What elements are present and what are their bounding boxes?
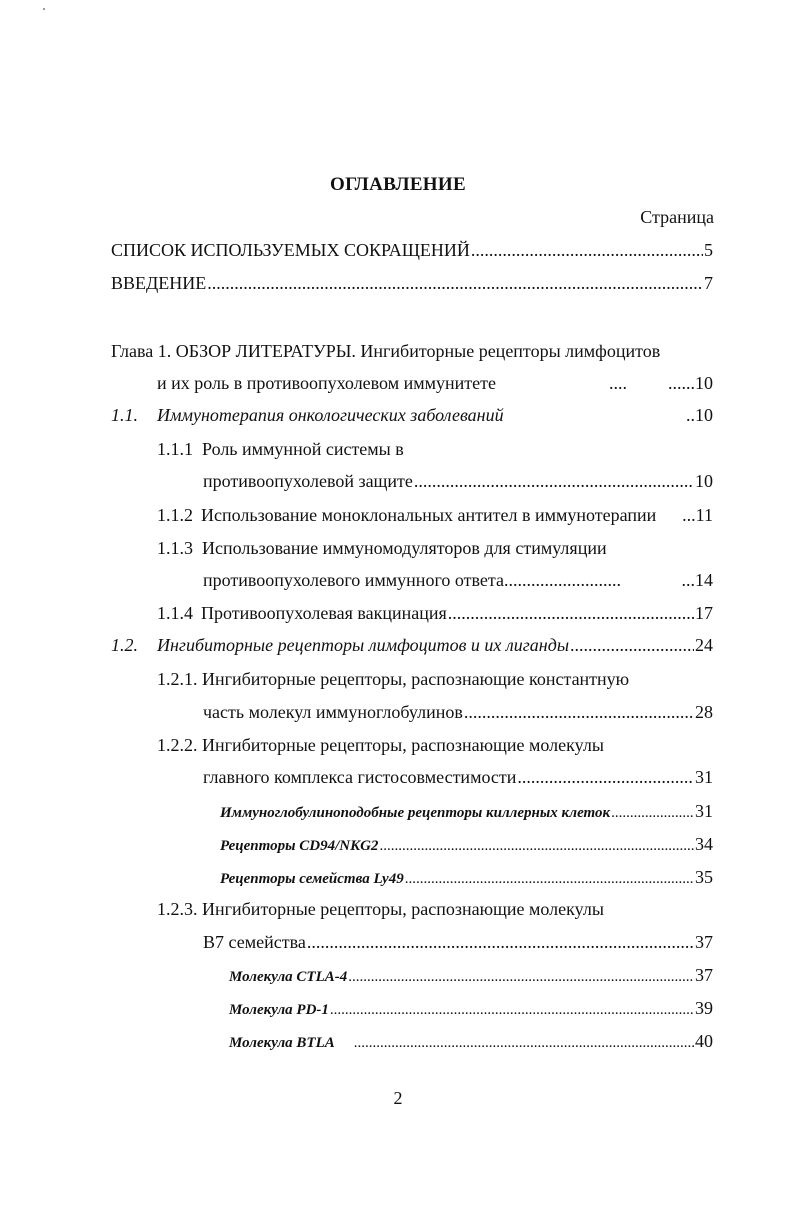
toc-leader-dots <box>570 635 694 656</box>
toc-entry-page: 31 <box>695 767 713 787</box>
toc-entry-page: 35 <box>695 867 713 887</box>
toc-entry-text: ВВЕДЕНИЕ <box>111 273 207 293</box>
toc-entry-page: ...14 <box>681 570 713 590</box>
toc-entry-page: 10 <box>695 471 713 491</box>
toc-entry-introduction <box>111 273 713 294</box>
toc-entry-page: 28 <box>695 702 713 722</box>
toc-section-number: 1.1.4 <box>157 603 193 623</box>
toc-entry-page: ..10 <box>686 405 713 425</box>
toc-item-ly49 <box>220 867 713 888</box>
toc-entry-text: Молекула PD-1 <box>229 1002 329 1018</box>
toc-section-number: 1.2.1. <box>157 669 198 689</box>
toc-entry-page: 37 <box>695 965 713 985</box>
toc-subsection-1-2-1-line2 <box>203 702 713 723</box>
toc-leader-dots <box>611 805 694 822</box>
toc-leader-dots <box>379 838 694 855</box>
toc-entry-text: Ингибиторные рецепторы, распознающие молекулы <box>202 899 604 919</box>
toc-entry-page: ...11 <box>682 505 713 525</box>
toc-entry-page: 37 <box>695 932 713 952</box>
toc-entry-text: Ингибиторные рецепторы, распознающие молекулы <box>202 735 604 755</box>
toc-section-number: 1.2. <box>111 635 138 655</box>
toc-entry-text: Использование моноклональных антител в иммунотерапии <box>201 505 657 525</box>
toc-entry-text: В7 семейства <box>203 932 306 952</box>
toc-entry-text: часть молекул иммуноглобулинов <box>203 702 463 722</box>
toc-short-dots: .......................... <box>503 570 621 590</box>
toc-leader-dots <box>414 471 694 492</box>
toc-entry-text: Иммуноглобулиноподобные рецепторы киллерных клеток <box>220 805 611 821</box>
toc-item-cd94 <box>220 834 713 855</box>
toc-entry-text: Рецепторы семейства Ly49 <box>220 871 404 887</box>
toc-entry-text: Ингибиторные рецепторы лимфоцитов и их лиганды <box>157 635 570 655</box>
toc-entry-text: главного комплекса гистосовместимости <box>203 767 517 787</box>
toc-leader-dots <box>517 767 694 788</box>
toc-subsection-1-1-3-line2 <box>203 570 713 591</box>
toc-entry-text: Использование иммуномодуляторов для стимуляции <box>202 538 607 558</box>
toc-section-1-1 <box>111 405 713 426</box>
toc-leader-dots <box>464 702 694 723</box>
toc-entry-text: Роль иммунной системы в <box>202 439 404 459</box>
toc-section-number: 1.1. <box>111 405 138 425</box>
toc-subsection-1-2-3-line2 <box>203 932 713 953</box>
toc-entry-page: 34 <box>695 834 713 854</box>
toc-leader-dots <box>448 603 694 624</box>
scan-speck <box>43 8 45 10</box>
toc-entry-page: 40 <box>695 1031 713 1051</box>
toc-entry-page: 39 <box>695 998 713 1018</box>
toc-entry-page: 31 <box>695 801 713 821</box>
toc-entry-page: 17 <box>695 603 713 623</box>
toc-section-number: 1.2.2. <box>157 735 198 755</box>
chapter-1-heading-line2 <box>157 373 713 394</box>
toc-subsection-1-2-3 <box>157 899 604 920</box>
toc-entry-text: СПИСОК ИСПОЛЬЗУЕМЫХ СОКРАЩЕНИЙ <box>111 240 470 260</box>
toc-entry-page: ......10 <box>668 373 713 393</box>
toc-entry-text: и их роль в противоопухолевом иммунитете <box>157 373 496 393</box>
toc-subsection-1-2-2-line2 <box>203 767 713 788</box>
toc-leader-dots <box>354 1035 694 1052</box>
toc-entry-text: Ингибиторные рецепторы, распознающие константную <box>202 669 630 689</box>
toc-entry-page: 24 <box>695 635 713 655</box>
toc-entry-text: противоопухолевого иммунного ответа <box>203 570 504 590</box>
toc-item-kir <box>220 801 713 822</box>
toc-subsection-1-1-4 <box>157 603 713 624</box>
toc-subsection-1-1-1 <box>157 439 404 460</box>
toc-section-1-2 <box>111 635 713 656</box>
toc-entry-page: 7 <box>704 273 713 293</box>
toc-leader-dots <box>405 871 694 888</box>
toc-section-number: 1.1.1 <box>157 439 193 459</box>
toc-subsection-1-1-2 <box>157 505 713 526</box>
toc-subsection-1-1-1-line2 <box>203 471 713 492</box>
toc-entry-text: Молекула BTLA <box>229 1035 335 1051</box>
toc-entry-text: Молекула CTLA-4 <box>229 969 348 985</box>
toc-entry-text: Рецепторы CD94/NKG2 <box>220 838 379 854</box>
chapter-1-heading: Глава 1. ОБЗОР ЛИТЕРАТУРЫ. Ингибиторные рецепторы лимфоцитов <box>111 341 661 361</box>
toc-leader-dots <box>348 969 694 986</box>
toc-leader-dots <box>471 240 703 261</box>
toc-section-number: 1.2.3. <box>157 899 198 919</box>
page-title: ОГЛАВЛЕНИЕ <box>330 174 466 195</box>
toc-entry-page: 5 <box>704 240 713 260</box>
toc-item-pd1 <box>229 998 713 1019</box>
toc-entry-text: Противоопухолевая вакцинация <box>201 603 447 623</box>
toc-entry-text: противоопухолевой защите <box>203 471 413 491</box>
toc-subsection-1-1-3 <box>157 538 607 559</box>
toc-short-dots: .... <box>609 373 627 393</box>
toc-section-number: 1.1.2 <box>157 505 193 525</box>
toc-leader-dots <box>207 273 703 294</box>
toc-entry-abbreviations <box>111 240 713 261</box>
toc-leader-dots <box>330 1002 694 1019</box>
toc-leader-dots <box>307 932 694 953</box>
toc-entry-text: Иммунотерапия онкологических заболеваний <box>157 405 504 425</box>
toc-item-ctla4 <box>229 965 713 986</box>
page-column-label: Страница <box>640 207 714 227</box>
toc-subsection-1-2-1 <box>157 669 629 690</box>
page-number: 2 <box>393 1088 403 1108</box>
toc-subsection-1-2-2 <box>157 735 604 756</box>
toc-section-number: 1.1.3 <box>157 538 193 558</box>
toc-item-btla <box>229 1031 713 1052</box>
